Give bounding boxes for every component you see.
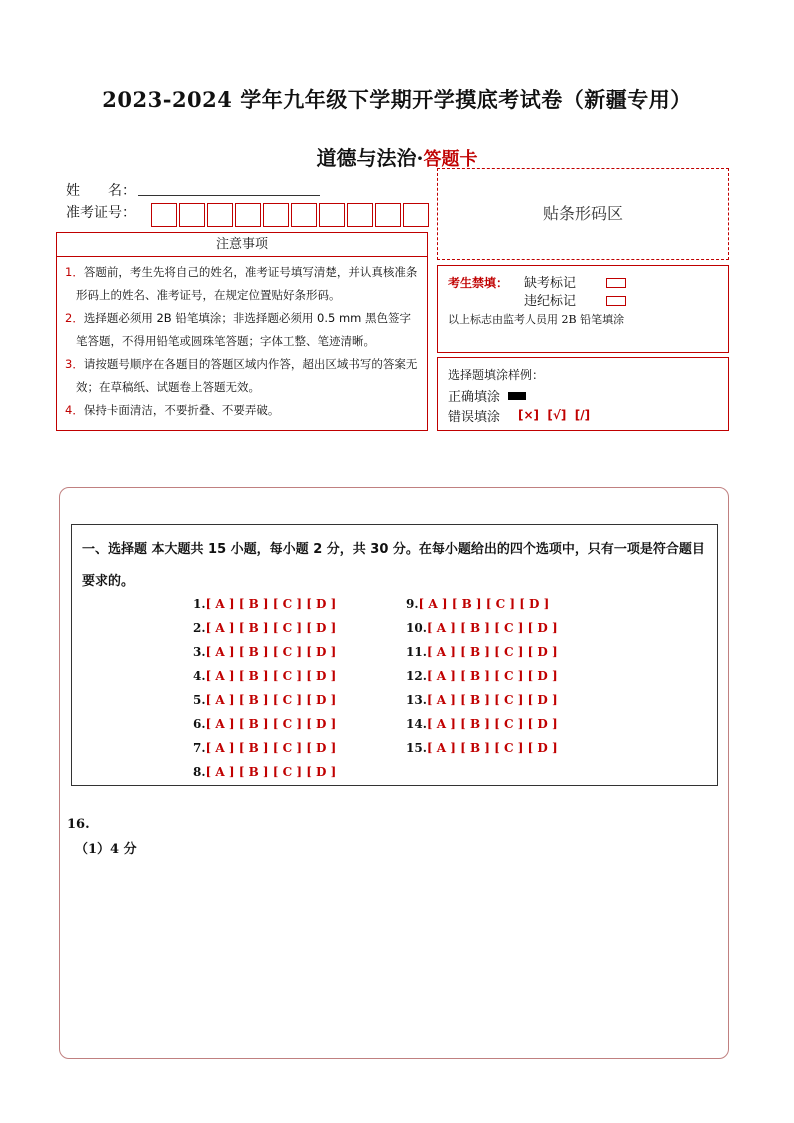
fill-sample-box xyxy=(437,357,729,431)
answer-row[interactable]: 15.[ A ] [ B ] [ C ] [ D ] xyxy=(406,741,558,755)
absent-mark-box[interactable] xyxy=(606,278,626,288)
answer-card-label: 答题卡 xyxy=(423,149,478,170)
exam-id-digit-box[interactable] xyxy=(347,203,373,227)
barcode-area: 贴条形码区 xyxy=(437,168,729,260)
exam-id-digit-box[interactable] xyxy=(151,203,177,227)
answer-row[interactable]: 10.[ A ] [ B ] [ C ] [ D ] xyxy=(406,621,558,635)
answer-row[interactable]: 12.[ A ] [ B ] [ C ] [ D ] xyxy=(406,669,558,683)
name-label: 姓 名： xyxy=(66,183,136,199)
exam-title: 2023-2024 学年九年级下学期开学摸底考试卷（新疆专用） xyxy=(102,87,692,112)
name-field[interactable] xyxy=(138,194,320,196)
exam-id-boxes[interactable] xyxy=(151,203,431,227)
notice-box xyxy=(56,232,428,431)
exam-id-digit-box[interactable] xyxy=(319,203,345,227)
sample-title: 选择题填涂样例： xyxy=(448,368,545,382)
answer-row[interactable]: 5.[ A ] [ B ] [ C ] [ D ] xyxy=(193,693,337,707)
notice-item: 2．选择题必须用 2B 铅笔填涂；非选择题必须用 0.5 mm 黑色签字笔答题，不得用铅笔或圆珠笔答题；字体工整、笔迹清晰。 xyxy=(65,311,412,348)
notice-item: 4．保持卡面清洁，不要折叠、不要弄破。 xyxy=(65,403,280,417)
answer-row[interactable]: 11.[ A ] [ B ] [ C ] [ D ] xyxy=(406,645,558,659)
question-16-number: 16. xyxy=(67,817,90,832)
filled-bubble-icon xyxy=(508,392,526,400)
answer-row[interactable]: 13.[ A ] [ B ] [ C ] [ D ] xyxy=(406,693,558,707)
answer-row[interactable]: 3.[ A ] [ B ] [ C ] [ D ] xyxy=(193,645,337,659)
answer-row[interactable]: 7.[ A ] [ B ] [ C ] [ D ] xyxy=(193,741,337,755)
notice-item: 3．请按题号顺序在各题目的答题区域内作答，超出区域书写的答案无效；在草稿纸、试题卷上答题无效。 xyxy=(65,357,418,394)
answer-row[interactable]: 14.[ A ] [ B ] [ C ] [ D ] xyxy=(406,717,558,731)
multiple-choice-header: 一、选择题 本大题共 15 小题，每小题 2 分，共 30 分。在每小题给出的四个选项中，只有一项是符合题目要求的。 xyxy=(82,542,705,589)
subject-name: 道德与法治· xyxy=(316,146,424,170)
answer-row[interactable]: 9.[ A ] [ B ] [ C ] [ D ] xyxy=(406,597,550,611)
absent-mark-label: 缺考标记 xyxy=(524,276,577,291)
correct-fill-label: 正确填涂 xyxy=(448,390,501,405)
answer-row[interactable]: 4.[ A ] [ B ] [ C ] [ D ] xyxy=(193,669,337,683)
staff-only-label: 考生禁填： xyxy=(448,276,509,290)
violation-mark-box[interactable] xyxy=(606,296,626,306)
exam-id-digit-box[interactable] xyxy=(375,203,401,227)
wrong-fill-marks: [×] [√] [/] xyxy=(518,408,591,422)
exam-id-digit-box[interactable] xyxy=(207,203,233,227)
exam-id-digit-box[interactable] xyxy=(403,203,429,227)
answer-row[interactable]: 6.[ A ] [ B ] [ C ] [ D ] xyxy=(193,717,337,731)
exam-id-digit-box[interactable] xyxy=(179,203,205,227)
wrong-fill-label: 错误填涂 xyxy=(448,410,501,425)
subject-title xyxy=(0,142,794,171)
answer-row[interactable]: 1.[ A ] [ B ] [ C ] [ D ] xyxy=(193,597,337,611)
staff-only-box xyxy=(437,265,729,353)
answer-row[interactable]: 8.[ A ] [ B ] [ C ] [ D ] xyxy=(193,765,337,779)
question-16-part-1: （1）4 分 xyxy=(75,842,137,857)
answer-row[interactable]: 2.[ A ] [ B ] [ C ] [ D ] xyxy=(193,621,337,635)
violation-mark-label: 违纪标记 xyxy=(524,294,577,309)
notice-heading: 注意事项 xyxy=(57,233,427,257)
exam-id-digit-box[interactable] xyxy=(291,203,317,227)
staff-note: 以上标志由监考人员用 2B 铅笔填涂 xyxy=(448,313,625,326)
exam-id-digit-box[interactable] xyxy=(235,203,261,227)
exam-id-label: 准考证号： xyxy=(66,205,136,221)
exam-id-digit-box[interactable] xyxy=(263,203,289,227)
notice-item: 1．答题前，考生先将自己的姓名，准考证号填写清楚，并认真核准条形码上的姓名、准考证号，在规定位置贴好条形码。 xyxy=(65,265,418,302)
